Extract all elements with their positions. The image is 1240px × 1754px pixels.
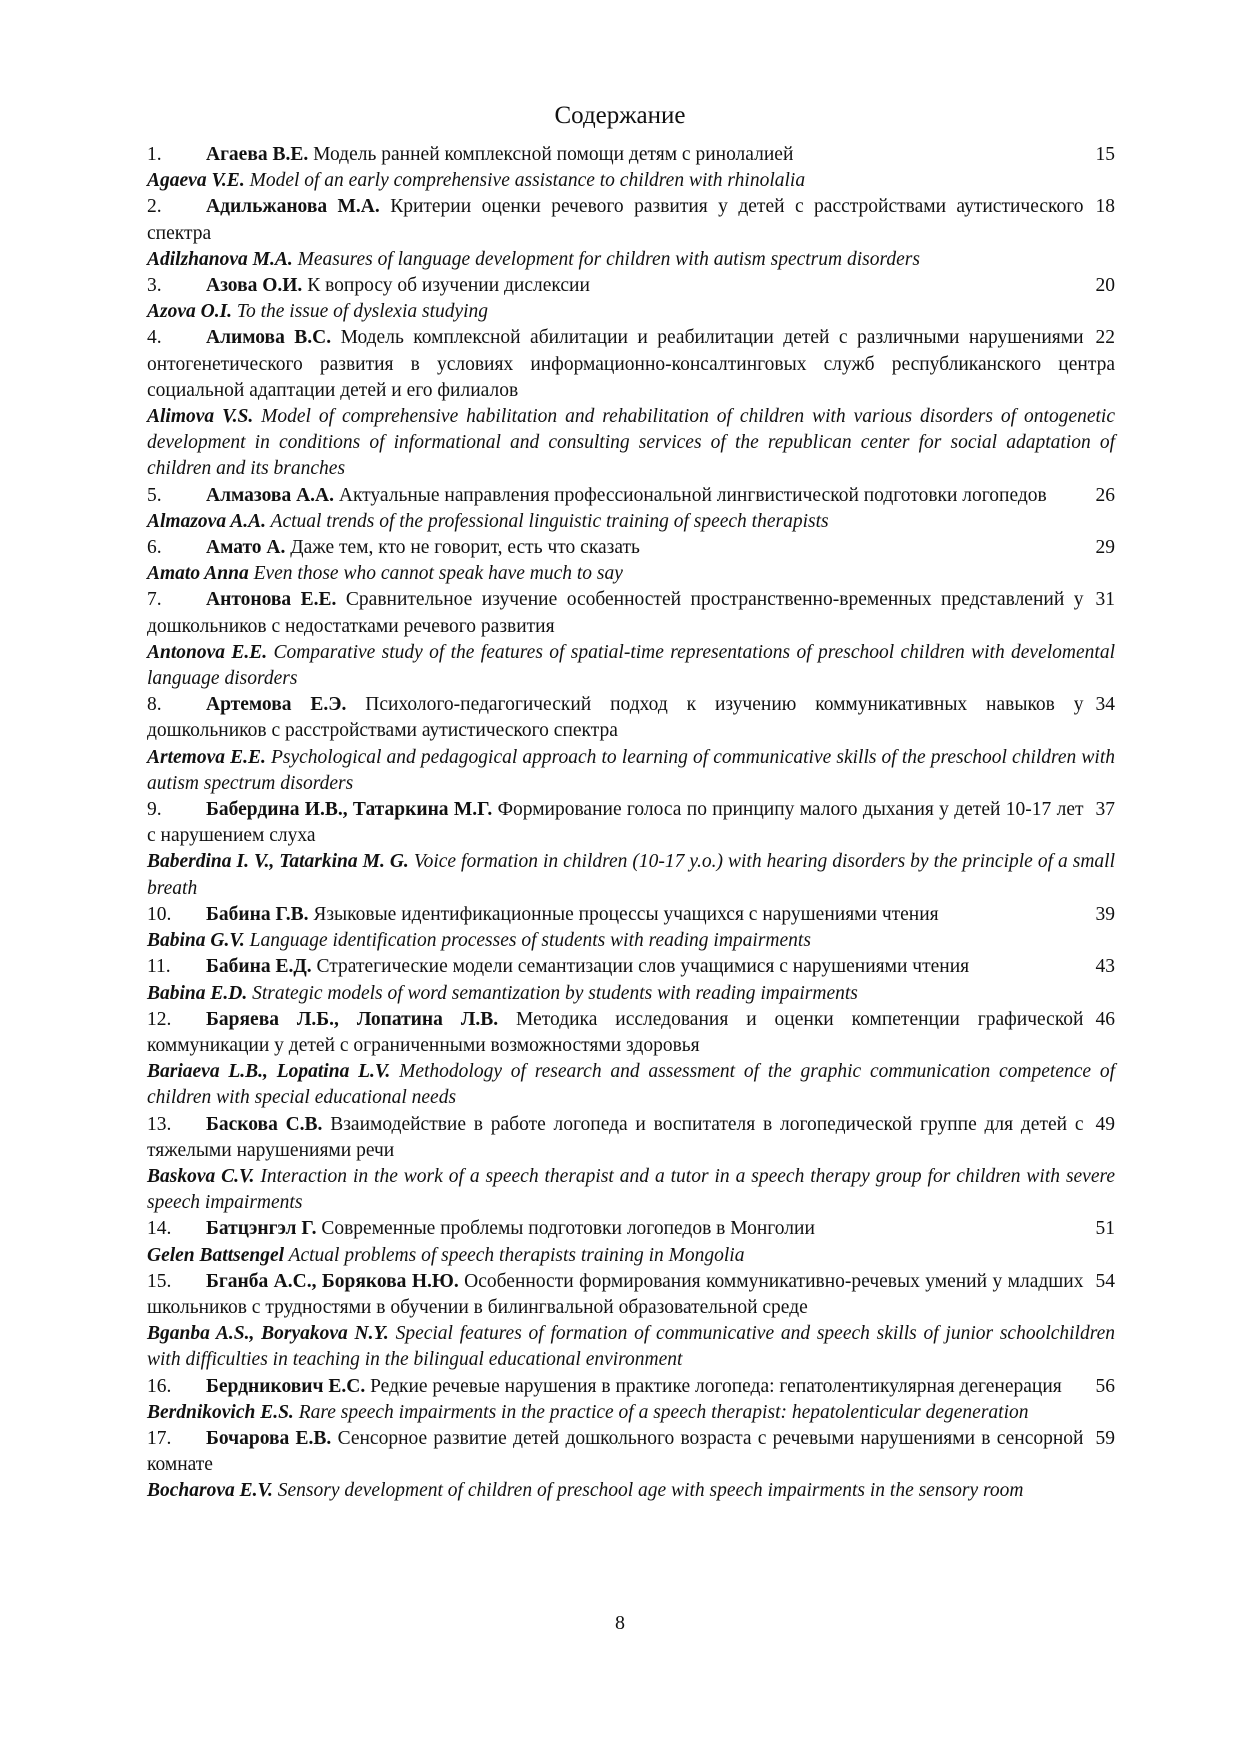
toc-entry (147, 902, 1115, 954)
entry-page-number: 43 (1095, 956, 1115, 978)
entry-author-ru: Агаева В.Е. (206, 144, 309, 165)
entry-russian (147, 1374, 1115, 1400)
entry-title-en: Model of comprehensive habilitation and rehabilitation of children with various disorders of ontogenetic development in conditions of informational and consulting services of the republican center for social adaptation of children and its branches (147, 406, 1115, 480)
entry-author-ru: Адильжанова М.А. (206, 196, 380, 218)
entry-title-ru: Стратегические модели семантизации слов учащимися с нарушениями чтения (316, 956, 970, 978)
entry-page-number: 31 (1095, 589, 1115, 611)
toc-entry (147, 797, 1115, 902)
entry-english (147, 299, 1115, 325)
entry-title-en: Language identification processes of students with reading impairments (249, 930, 811, 952)
entry-number: 7. (147, 589, 162, 611)
entry-russian (147, 587, 1115, 639)
toc-entry (147, 142, 1115, 194)
entry-english (147, 928, 1115, 954)
entry-russian (147, 797, 1115, 849)
entry-author-en: Artemova E.E. (147, 746, 266, 768)
entry-english (147, 745, 1115, 797)
entry-title-en: Actual trends of the professional linguistic training of speech therapists (270, 510, 829, 532)
entry-page-number: 15 (1095, 144, 1115, 165)
entry-english (147, 509, 1115, 535)
entry-page-number: 46 (1095, 1008, 1115, 1030)
entry-author-en: Agaeva V.E. (147, 170, 245, 192)
toc-entry (147, 483, 1115, 535)
entry-number: 2. (147, 196, 162, 218)
entry-author-ru: Бабина Е.Д. (206, 956, 312, 978)
entry-english (147, 640, 1115, 692)
entry-title-en: Interaction in the work of a speech therapist and a tutor in a speech therapy group for children with severe speech impairments (147, 1165, 1116, 1214)
entry-title-ru: Редкие речевые нарушения в практике логопеда: гепатолентикулярная дегенерация (370, 1375, 1062, 1397)
entry-title-en: Voice formation in children (10-17 y.o.) with hearing disorders by the principle of a small breath (147, 851, 1116, 899)
entry-page-number: 22 (1095, 327, 1115, 349)
entry-number: 14. (147, 1218, 172, 1240)
entry-russian (147, 902, 1115, 928)
toc-entry (147, 1374, 1115, 1426)
entry-title-ru: Взаимодействие в работе логопеда и воспитателя в логопедической группе для детей с тяжелыми нарушениями речи (147, 1113, 1084, 1161)
page-title: Содержание (554, 102, 686, 129)
toc-entry (147, 1216, 1115, 1268)
entry-russian (147, 692, 1115, 744)
entry-number: 6. (147, 537, 162, 559)
entry-author-en: Baberdina I. V., Tatarkina M. G. (147, 851, 409, 873)
entry-number: 12. (147, 1008, 172, 1030)
entry-russian (147, 1216, 1115, 1242)
entry-author-ru: Алимова В.С. (206, 327, 332, 349)
entry-page-number: 29 (1095, 537, 1115, 559)
entry-author-en: Bganba A.S., Boryakova N.Y. (147, 1323, 389, 1345)
entry-title-ru: Методика исследования и оценки компетенции графической коммуникации у детей с ограниченными возможностями здоровья (147, 1008, 1084, 1056)
entry-number: 10. (147, 903, 172, 925)
entry-russian (147, 1112, 1115, 1164)
entry-russian (147, 273, 1115, 299)
entry-page-number: 18 (1095, 196, 1115, 218)
entry-title-ru: Психолого-педагогический подход к изучению коммуникативных навыков у дошкольников с расстройствами аутистического спектра (147, 694, 1084, 742)
toc-entry (147, 1007, 1115, 1112)
toc-entry (147, 194, 1115, 273)
page-number: 8 (615, 1612, 625, 1634)
entry-author-en: Adilzhanova M.A. (147, 248, 293, 270)
entry-number: 13. (147, 1113, 172, 1135)
toc-entry (147, 954, 1115, 1006)
entry-author-en: Alimova V.S. (147, 406, 254, 428)
toc-entry (147, 273, 1115, 325)
entry-english (147, 404, 1115, 483)
entry-title-en: To the issue of dyslexia studying (236, 301, 489, 323)
entry-author-ru: Алмазова А.А. (206, 484, 334, 506)
entry-page-number: 26 (1095, 484, 1115, 506)
entry-english (147, 168, 1115, 194)
entry-russian (147, 142, 1115, 168)
entry-author-en: Babina E.D. (147, 982, 248, 1004)
entry-title-ru: К вопросу об изучении дислексии (307, 275, 590, 297)
entry-author-ru: Бганба А.С., Борякова Н.Ю. (206, 1270, 459, 1292)
entry-author-en: Berdnikovich E.S. (147, 1401, 294, 1423)
toc-entry (147, 587, 1115, 692)
entry-number: 8. (147, 694, 162, 716)
entry-russian (147, 194, 1115, 246)
toc-entry (147, 535, 1115, 587)
entry-author-ru: Артемова Е.Э. (206, 694, 347, 716)
entry-number: 3. (147, 275, 162, 297)
table-of-contents (147, 142, 1115, 1505)
entry-author-ru: Баскова С.В. (206, 1113, 323, 1135)
entry-russian (147, 1269, 1115, 1321)
toc-entry (147, 325, 1115, 482)
entry-english (147, 247, 1115, 273)
entry-english (147, 1478, 1115, 1504)
entry-english (147, 849, 1115, 901)
entry-author-ru: Антонова Е.Е. (206, 589, 337, 611)
entry-number: 15. (147, 1270, 172, 1292)
entry-author-ru: Бердникович Е.С. (206, 1375, 366, 1397)
entry-author-en: Almazova A.A. (147, 510, 266, 532)
entry-english (147, 981, 1115, 1007)
toc-entry (147, 1112, 1115, 1217)
entry-title-en: Strategic models of word semantization by students with reading impairments (252, 982, 858, 1004)
entry-title-en: Even those who cannot speak have much to say (253, 563, 623, 585)
entry-author-en: Azova O.I. (147, 301, 233, 323)
entry-title-ru: Сравнительное изучение особенностей пространственно-временных представлений у дошкольников с недостатками речевого развития (147, 589, 1084, 637)
entry-russian (147, 1007, 1115, 1059)
entry-author-ru: Батцэнгэл Г. (206, 1218, 317, 1240)
entry-title-en: Sensory development of children of preschool age with speech impairments in the sensory room (277, 1480, 1024, 1502)
entry-author-en: Babina G.V. (147, 930, 245, 952)
entry-title-en: Special features of formation of communicative and speech skills of junior schoolchildren with difficulties in teaching in the bilingual educational environment (147, 1323, 1115, 1371)
entry-page-number: 39 (1095, 903, 1115, 925)
entry-russian (147, 1426, 1115, 1478)
entry-number: 5. (147, 484, 162, 506)
entry-title-ru: Особенности формирования коммуникативно-речевых умений у младших школьников с трудностями в обучении в билингвальной образовательной среде (147, 1270, 1084, 1318)
entry-title-en: Actual problems of speech therapists training in Mongolia (288, 1244, 745, 1266)
toc-entry (147, 1269, 1115, 1374)
entry-number: 16. (147, 1375, 172, 1397)
entry-russian (147, 954, 1115, 980)
entry-page-number: 51 (1095, 1218, 1115, 1240)
entry-author-ru: Азова О.И. (206, 275, 303, 297)
entry-english (147, 1243, 1115, 1269)
entry-page-number: 56 (1095, 1375, 1115, 1397)
entry-number: 11. (147, 956, 171, 978)
entry-title-ru: Критерии оценки речевого развития у детей с расстройствами аутистического спектра (147, 196, 1084, 244)
entry-author-ru: Бабердина И.В., Татаркина М.Г. (206, 799, 493, 821)
entry-author-en: Bariaeva L.B., Lopatina L.V. (147, 1061, 391, 1083)
toc-entry (147, 692, 1115, 797)
entry-title-en: Comparative study of the features of spatial-time representations of preschool children with develomental language disorders (147, 641, 1115, 690)
entry-english (147, 1164, 1115, 1216)
entry-author-en: Amato Anna (147, 563, 249, 585)
entry-number: 17. (147, 1427, 172, 1449)
entry-title-en: Model of an early comprehensive assistance to children with rhinolalia (249, 170, 806, 192)
entry-author-en: Gelen Battsengel (147, 1244, 285, 1266)
entry-title-en: Psychological and pedagogical approach to learning of communicative skills of the preschool children with autism spectrum disorders (147, 746, 1115, 794)
entry-author-ru: Бабина Г.В. (206, 903, 309, 925)
entry-english (147, 1321, 1115, 1373)
entry-title-en: Measures of language development for children with autism spectrum disorders (297, 248, 920, 270)
entry-page-number: 20 (1095, 275, 1115, 297)
entry-russian (147, 325, 1115, 404)
entry-page-number: 49 (1095, 1113, 1115, 1135)
entry-page-number: 59 (1095, 1427, 1115, 1449)
entry-number: 9. (147, 799, 162, 821)
entry-title-en: Methodology of research and assessment of the graphic communication competence of children with special educational needs (147, 1061, 1116, 1109)
entry-author-en: Antonova E.E. (147, 641, 268, 663)
entry-number: 4. (147, 327, 162, 349)
entry-page-number: 34 (1095, 694, 1115, 716)
entry-title-ru: Формирование голоса по принципу малого дыхания у детей 10-17 лет с нарушением слуха (147, 799, 1084, 847)
entry-title-ru: Сенсорное развитие детей дошкольного возраста с речевыми нарушениями в сенсорной комнате (147, 1427, 1084, 1476)
entry-title-ru: Даже тем, кто не говорит, есть что сказать (290, 537, 640, 559)
entry-number: 1. (147, 144, 162, 165)
entry-english (147, 561, 1115, 587)
entry-author-en: Baskova C.V. (147, 1165, 255, 1187)
entry-author-ru: Амато А. (206, 537, 286, 559)
entry-title-en: Rare speech impairments in the practice of a speech therapist: hepatolenticular degeneration (298, 1401, 1029, 1423)
entry-english (147, 1059, 1115, 1111)
entry-russian (147, 483, 1115, 509)
entry-page-number: 54 (1095, 1270, 1115, 1292)
entry-title-ru: Актуальные направления профессиональной лингвистической подготовки логопедов (338, 484, 1047, 506)
entry-page-number: 37 (1095, 799, 1115, 821)
entry-russian (147, 535, 1115, 561)
entry-title-ru: Современные проблемы подготовки логопедов в Монголии (321, 1218, 815, 1240)
entry-english (147, 1400, 1115, 1426)
toc-entry (147, 1426, 1115, 1505)
entry-title-ru: Языковые идентификационные процессы учащихся с нарушениями чтения (313, 903, 939, 925)
entry-author-ru: Бочарова Е.В. (206, 1427, 332, 1449)
entry-author-en: Bocharova E.V. (147, 1480, 273, 1502)
entry-author-ru: Баряева Л.Б., Лопатина Л.В. (206, 1008, 499, 1030)
entry-title-ru: Модель ранней комплексной помощи детям с ринолалией (313, 144, 794, 165)
entry-title-ru: Модель комплексной абилитации и реабилитации детей с различными нарушениями онтогенетического развития в условиях информационно-консалтинговых служб республиканского центра социальной адаптации детей и его филиалов (147, 327, 1115, 401)
